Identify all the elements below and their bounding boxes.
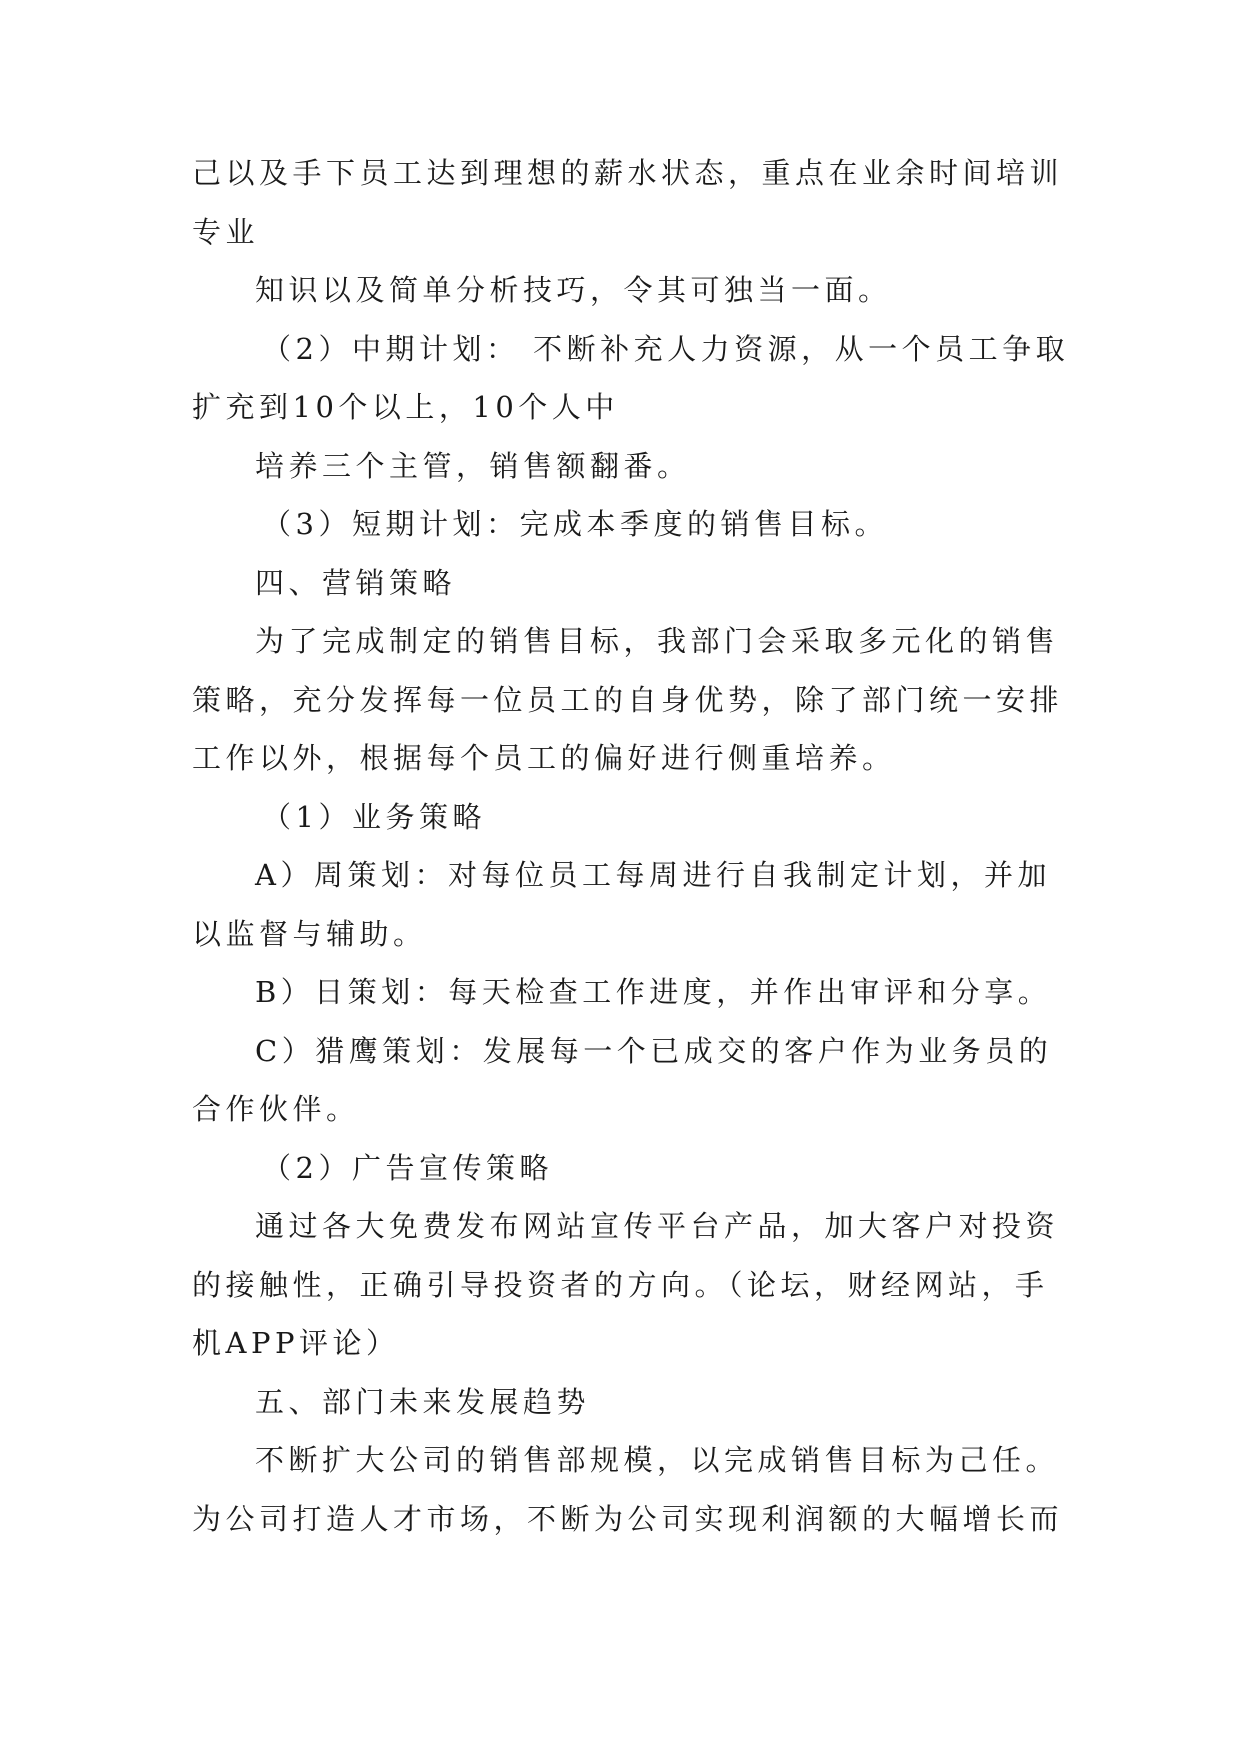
subheading-business-strategy: （1）业务策略 bbox=[262, 799, 486, 834]
paragraph-skills: 知识以及简单分析技巧，令其可独当一面。 bbox=[255, 273, 892, 307]
paragraph-falcon-plan: C）猎鹰策划：发展每一个已成交的客户作为业务员的合作伙伴。 bbox=[192, 1033, 1053, 1126]
paragraph-mid-term-plan: （2）中期计划： 不断补充人力资源，从一个员工争取扩充到10个以上，10个人中 bbox=[192, 331, 1070, 424]
paragraph-marketing-intro: 为了完成制定的销售目标，我部门会采取多元化的销售策略，充分发挥每一位员工的自身优势，除了部门统一安排工作以外，根据每个员工的偏好进行侧重培养。 bbox=[192, 624, 1064, 775]
paragraph-daily-plan: B）日策划：每天检查工作进度，并作出审评和分享。 bbox=[255, 975, 1052, 1009]
paragraph-short-term-plan: （3）短期计划：完成本季度的销售目标。 bbox=[262, 507, 888, 541]
section-heading-marketing: 四、营销策略 bbox=[255, 565, 457, 600]
paragraph-weekly-plan: A）周策划：对每位员工每周进行自我制定计划，并加以监督与辅助。 bbox=[192, 858, 1051, 951]
subheading-advertising-strategy: （2）广告宣传策略 bbox=[262, 1150, 553, 1185]
document-body bbox=[192, 144, 1072, 1548]
paragraph-continuation: 己以及手下员工达到理想的薪水状态，重点在业余时间培训专业 bbox=[192, 156, 1064, 249]
paragraph-managers: 培养三个主管，销售额翻番。 bbox=[255, 448, 691, 483]
section-heading-future-trend: 五、部门未来发展趋势 bbox=[255, 1384, 591, 1419]
paragraph-future-trend: 不断扩大公司的销售部规模，以完成销售目标为己任。为公司打造人才市场，不断为公司实现利润额的大幅增长而 bbox=[192, 1443, 1064, 1536]
paragraph-advertising: 通过各大免费发布网站宣传平台产品，加大客户对投资的接触性，正确引导投资者的方向。（论坛，财经网站，手机APP评论） bbox=[192, 1209, 1060, 1360]
